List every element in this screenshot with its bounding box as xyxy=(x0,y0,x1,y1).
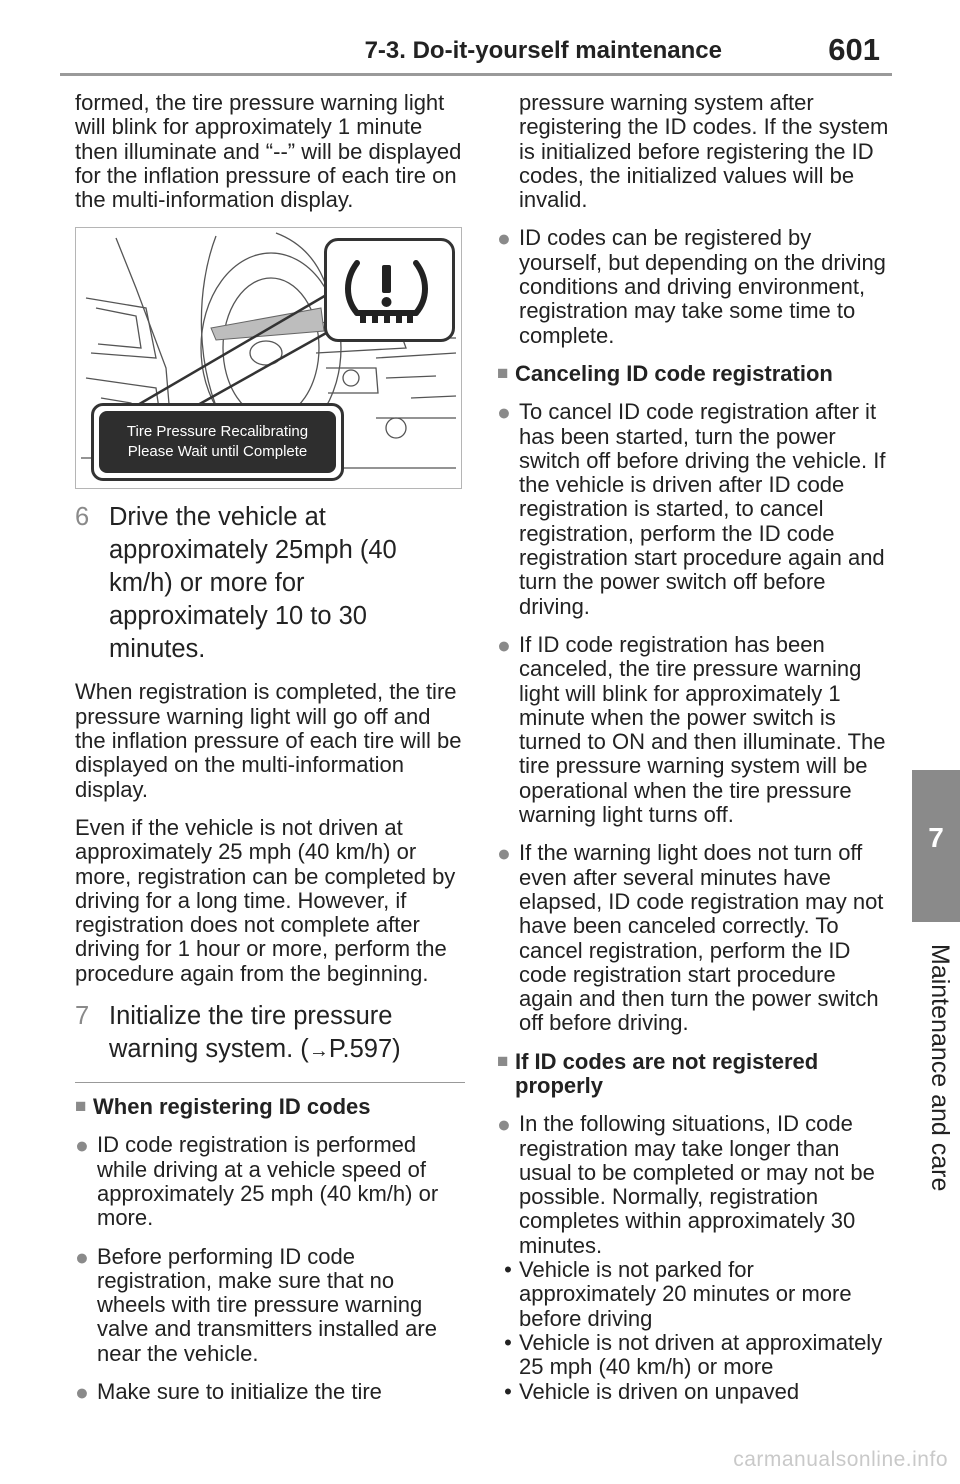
circle-bullet-icon: ● xyxy=(75,1379,89,1406)
left-column xyxy=(75,91,465,1418)
circle-bullet-icon: ● xyxy=(497,225,511,252)
message-line-2: Please Wait until Complete xyxy=(127,443,308,461)
circle-bullet-icon: ● xyxy=(497,631,511,658)
paragraph: Even if the vehicle is not driven at approximately 25 mph (40 km/h) or more, registration can be completed by driving for a long time. However, if registration does not complete after driving for 1 hour or more, perform the procedure again from the beginning. xyxy=(75,814,456,986)
chapter-tab[interactable] xyxy=(912,770,960,922)
step-text: Initialize the tire pressure warning system. (→P.597) xyxy=(109,1002,401,1064)
section-heading: ■ If ID codes are not registered properly xyxy=(497,1048,819,1098)
watermark: carmanualsonline.info xyxy=(733,1448,948,1471)
circle-bullet-icon: ● xyxy=(497,840,511,867)
chapter-number: 7 xyxy=(928,822,944,853)
message-line-1: Tire Pressure Recalibrating xyxy=(126,423,309,441)
circle-bullet-icon: ● xyxy=(75,1132,89,1159)
intro-paragraph: formed, the tire pressure warning light will blink for approximately 1 minute then illuminate and “--” will be displayed for the inflation pressure of each tire on the multi-information display. xyxy=(75,90,462,213)
page-number: 601 xyxy=(828,32,880,67)
section-heading: ■ Canceling ID code registration xyxy=(497,360,833,386)
list-item: ● If the warning light does not turn off even after several minutes have elapsed, ID code registration may not have been canceled correctly. To cancel registration, perform the ID code registration start procedure again and then turn the power switch off before driving. xyxy=(497,840,884,1036)
sub-list-item: • Vehicle is driven on unpaved xyxy=(497,1380,892,1404)
page-reference-link[interactable]: P.597) xyxy=(328,1035,401,1064)
step-text: Drive the vehicle at approximately 25mph (40 km/h) or more for approximately 10 to 30 minutes. xyxy=(109,503,397,664)
paragraph: When registration is completed, the tire pressure warning light will go off and the inflation pressure of each tire will be displayed on the multi-information display. xyxy=(75,679,462,802)
small-bullet-icon: • xyxy=(504,1378,512,1404)
list-item: ● If ID code registration has been canceled, the tire pressure warning light will blink for approximately 1 minute when the power switch is turned to ON and then illuminate. The tire pressure warning system will be operational when the tire pressure warning light turns off. xyxy=(497,631,886,828)
list-item: ● In the following situations, ID code registration may take longer than usual to be completed or may not be possible. Normally, registration completes within approximately 30 minutes. xyxy=(497,1111,875,1258)
list-item: ● ID code registration is performed while driving at a vehicle speed of approximately 25 mph (40 km/h) or more. xyxy=(75,1132,439,1231)
list-item: ● Make sure to initialize the tire xyxy=(75,1379,382,1406)
circle-bullet-icon: ● xyxy=(497,399,511,426)
sub-list-item: • Vehicle is not parked for approximately 20 minutes or more before driving xyxy=(497,1258,892,1331)
right-column xyxy=(497,91,892,1404)
circle-bullet-icon: ● xyxy=(75,1243,89,1270)
display-message-callout xyxy=(91,403,344,481)
section-divider xyxy=(75,1082,465,1083)
chapter-label: Maintenance and care xyxy=(926,944,954,1192)
step-6 xyxy=(75,501,465,666)
square-bullet-icon: ■ xyxy=(497,1050,509,1072)
step-number: 7 xyxy=(75,1002,90,1031)
step-number: 6 xyxy=(75,503,90,532)
sub-list-item: • Vehicle is not driven at approximately 25 mph (40 km/h) or more xyxy=(497,1331,892,1380)
tire-pressure-warning-icon xyxy=(327,241,446,333)
list-item: ● ID codes can be registered by yourself, but depending on the driving conditions and driving environment, registration may take some time to complete. xyxy=(497,225,886,348)
header-rule xyxy=(60,73,892,76)
section-title: 7-3. Do-it-yourself maintenance xyxy=(364,37,722,64)
page-header xyxy=(60,30,892,70)
warning-light-callout xyxy=(324,238,455,342)
continuation-paragraph: pressure warning system after registering the ID codes. If the system is initialized before registering the ID codes, the initialized values will be invalid. xyxy=(519,90,889,213)
small-bullet-icon: • xyxy=(504,1257,512,1283)
small-bullet-icon: • xyxy=(504,1329,512,1355)
arrow-right-icon: → xyxy=(308,1040,329,1063)
dashboard-illustration xyxy=(75,227,462,489)
circle-bullet-icon: ● xyxy=(497,1111,511,1138)
list-item: ● To cancel ID code registration after it has been started, turn the power switch off before driving the vehicle. If the vehicle is driven after ID code registration is started, to cancel registration, perform the ID code registration start procedure again and turn the power switch off before driving. xyxy=(497,399,886,619)
step-7 xyxy=(75,1000,465,1068)
section-heading: ■ When registering ID codes xyxy=(75,1094,371,1120)
square-bullet-icon: ■ xyxy=(75,1096,87,1118)
square-bullet-icon: ■ xyxy=(497,362,509,384)
list-item: ● Before performing ID code registration, make sure that no wheels with tire pressure warning valve and transmitters installed are near the vehicle. xyxy=(75,1243,437,1366)
